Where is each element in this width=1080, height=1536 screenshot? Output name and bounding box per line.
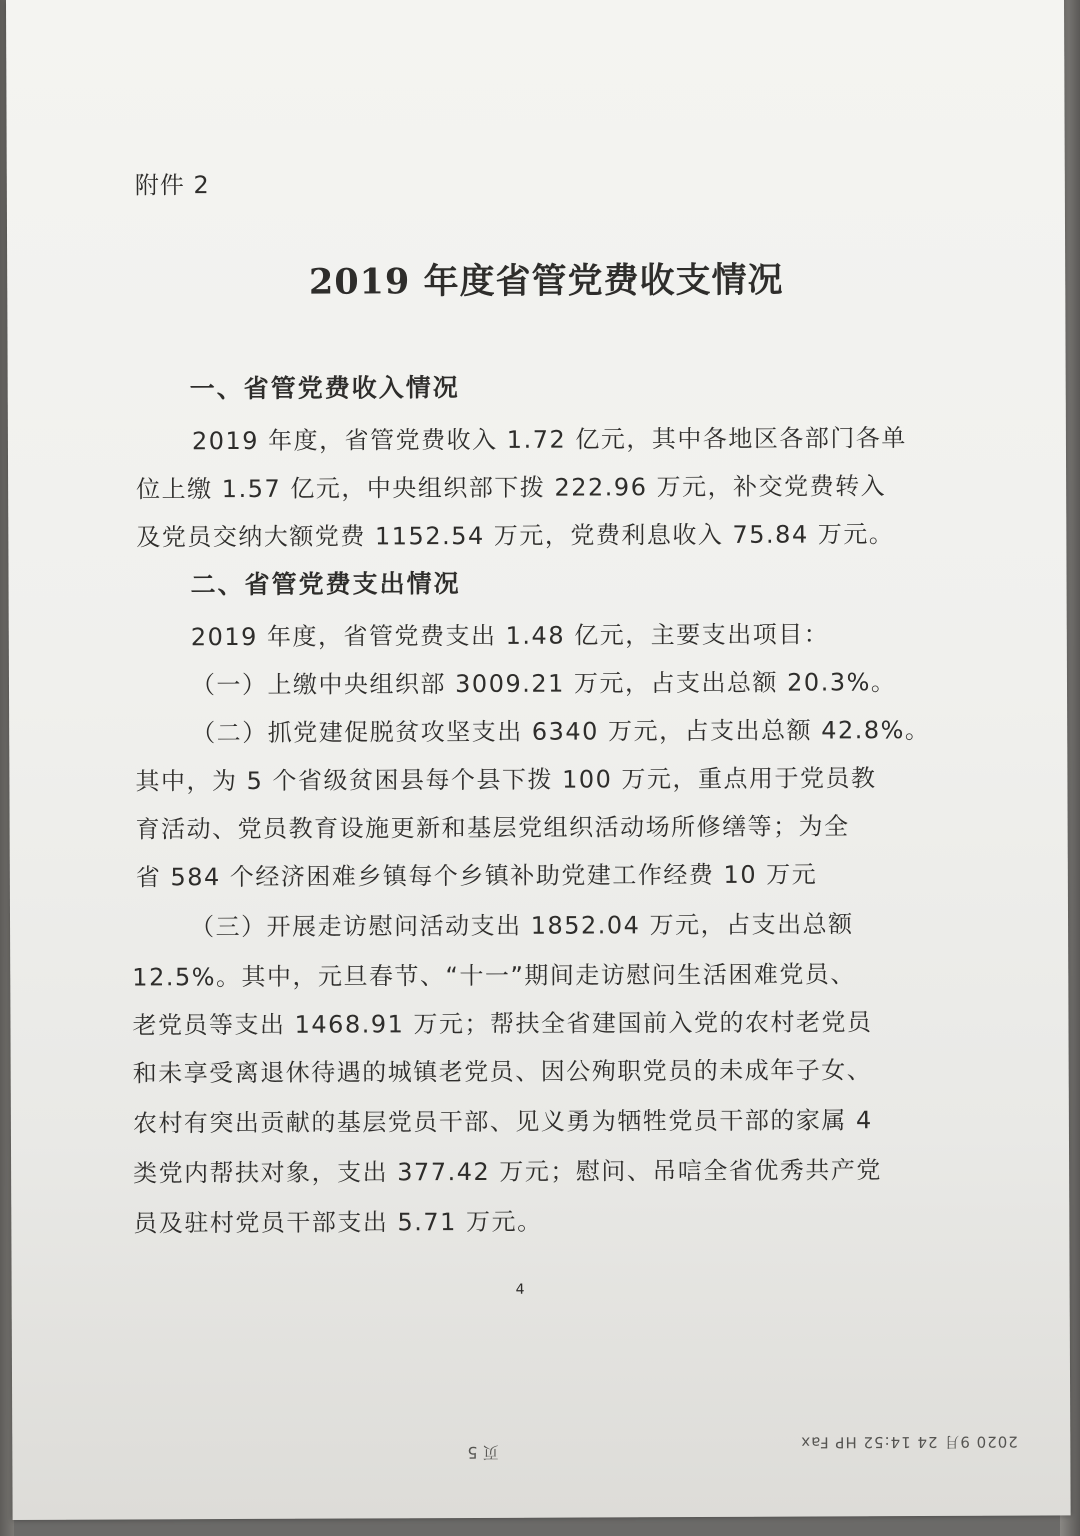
section2-line: （二）抓党建促脱贫攻坚支出 6340 万元，占支出总额 42.8%。 (191, 715, 931, 748)
section2-line: 和未享受离退休待遇的城镇老党员、因公殉职党员的未成年子女、 (132, 1056, 873, 1088)
section2-line: 2019 年度，省管党费支出 1.48 亿元，主要支出项目： (190, 620, 830, 652)
section2-heading: 二、省管党费支出情况 (190, 569, 461, 600)
fax-header-stamp: 2020 9月 24 14:52 HP Fax (800, 1432, 1018, 1452)
document-page (6, 0, 1071, 1520)
section2-line: 育活动、党员教育设施更新和基层党组织活动场所修缮等；为全 (135, 812, 850, 844)
attachment-label: 附件 2 (134, 171, 210, 200)
section2-line: 员及驻村党员干部支出 5.71 万元。 (133, 1207, 543, 1238)
page-number: 4 (515, 1281, 525, 1298)
section2-line: 老党员等支出 1468.91 万元；帮扶全省建国前入党的农村老党员 (132, 1008, 873, 1040)
section2-line: 其中，为 5 个省级贫困县每个县下拨 100 万元，重点用于党员教 (135, 764, 877, 796)
section2-line: 类党内帮扶对象，支出 377.42 万元；慰问、吊唁全省优秀共产党 (133, 1156, 882, 1188)
section1-line: 及党员交纳大额党费 1152.54 万元，党费利息收入 75.84 万元。 (136, 520, 895, 552)
section1-line: 位上缴 1.57 亿元，中央组织部下拨 222.96 万元，补交党费转入 (136, 472, 887, 504)
section2-line: 12.5%。其中，元旦春节、“十一”期间走访慰问生活困难党员、 (132, 960, 856, 992)
section2-line: （三）开展走访慰问活动支出 1852.04 万元，占支出总额 (189, 910, 854, 942)
section1-heading: 一、省管党费收入情况 (189, 373, 460, 404)
document-title: 2019 年度省管党费收支情况 (308, 259, 784, 303)
section2-line: 农村有突出贡献的基层党员干部、见义勇为牺牲党员干部的家属 4 (132, 1106, 873, 1138)
section2-line: （一）上缴中央组织部 3009.21 万元，占支出总额 20.3%。 (190, 668, 897, 700)
fax-page-stamp: 页 5 (467, 1442, 499, 1463)
section2-line: 省 584 个经济困难乡镇每个乡镇补助党建工作经费 10 万元 (135, 860, 818, 892)
section1-line: 2019 年度，省管党费收入 1.72 亿元，其中各地区各部门各单 (191, 424, 907, 456)
